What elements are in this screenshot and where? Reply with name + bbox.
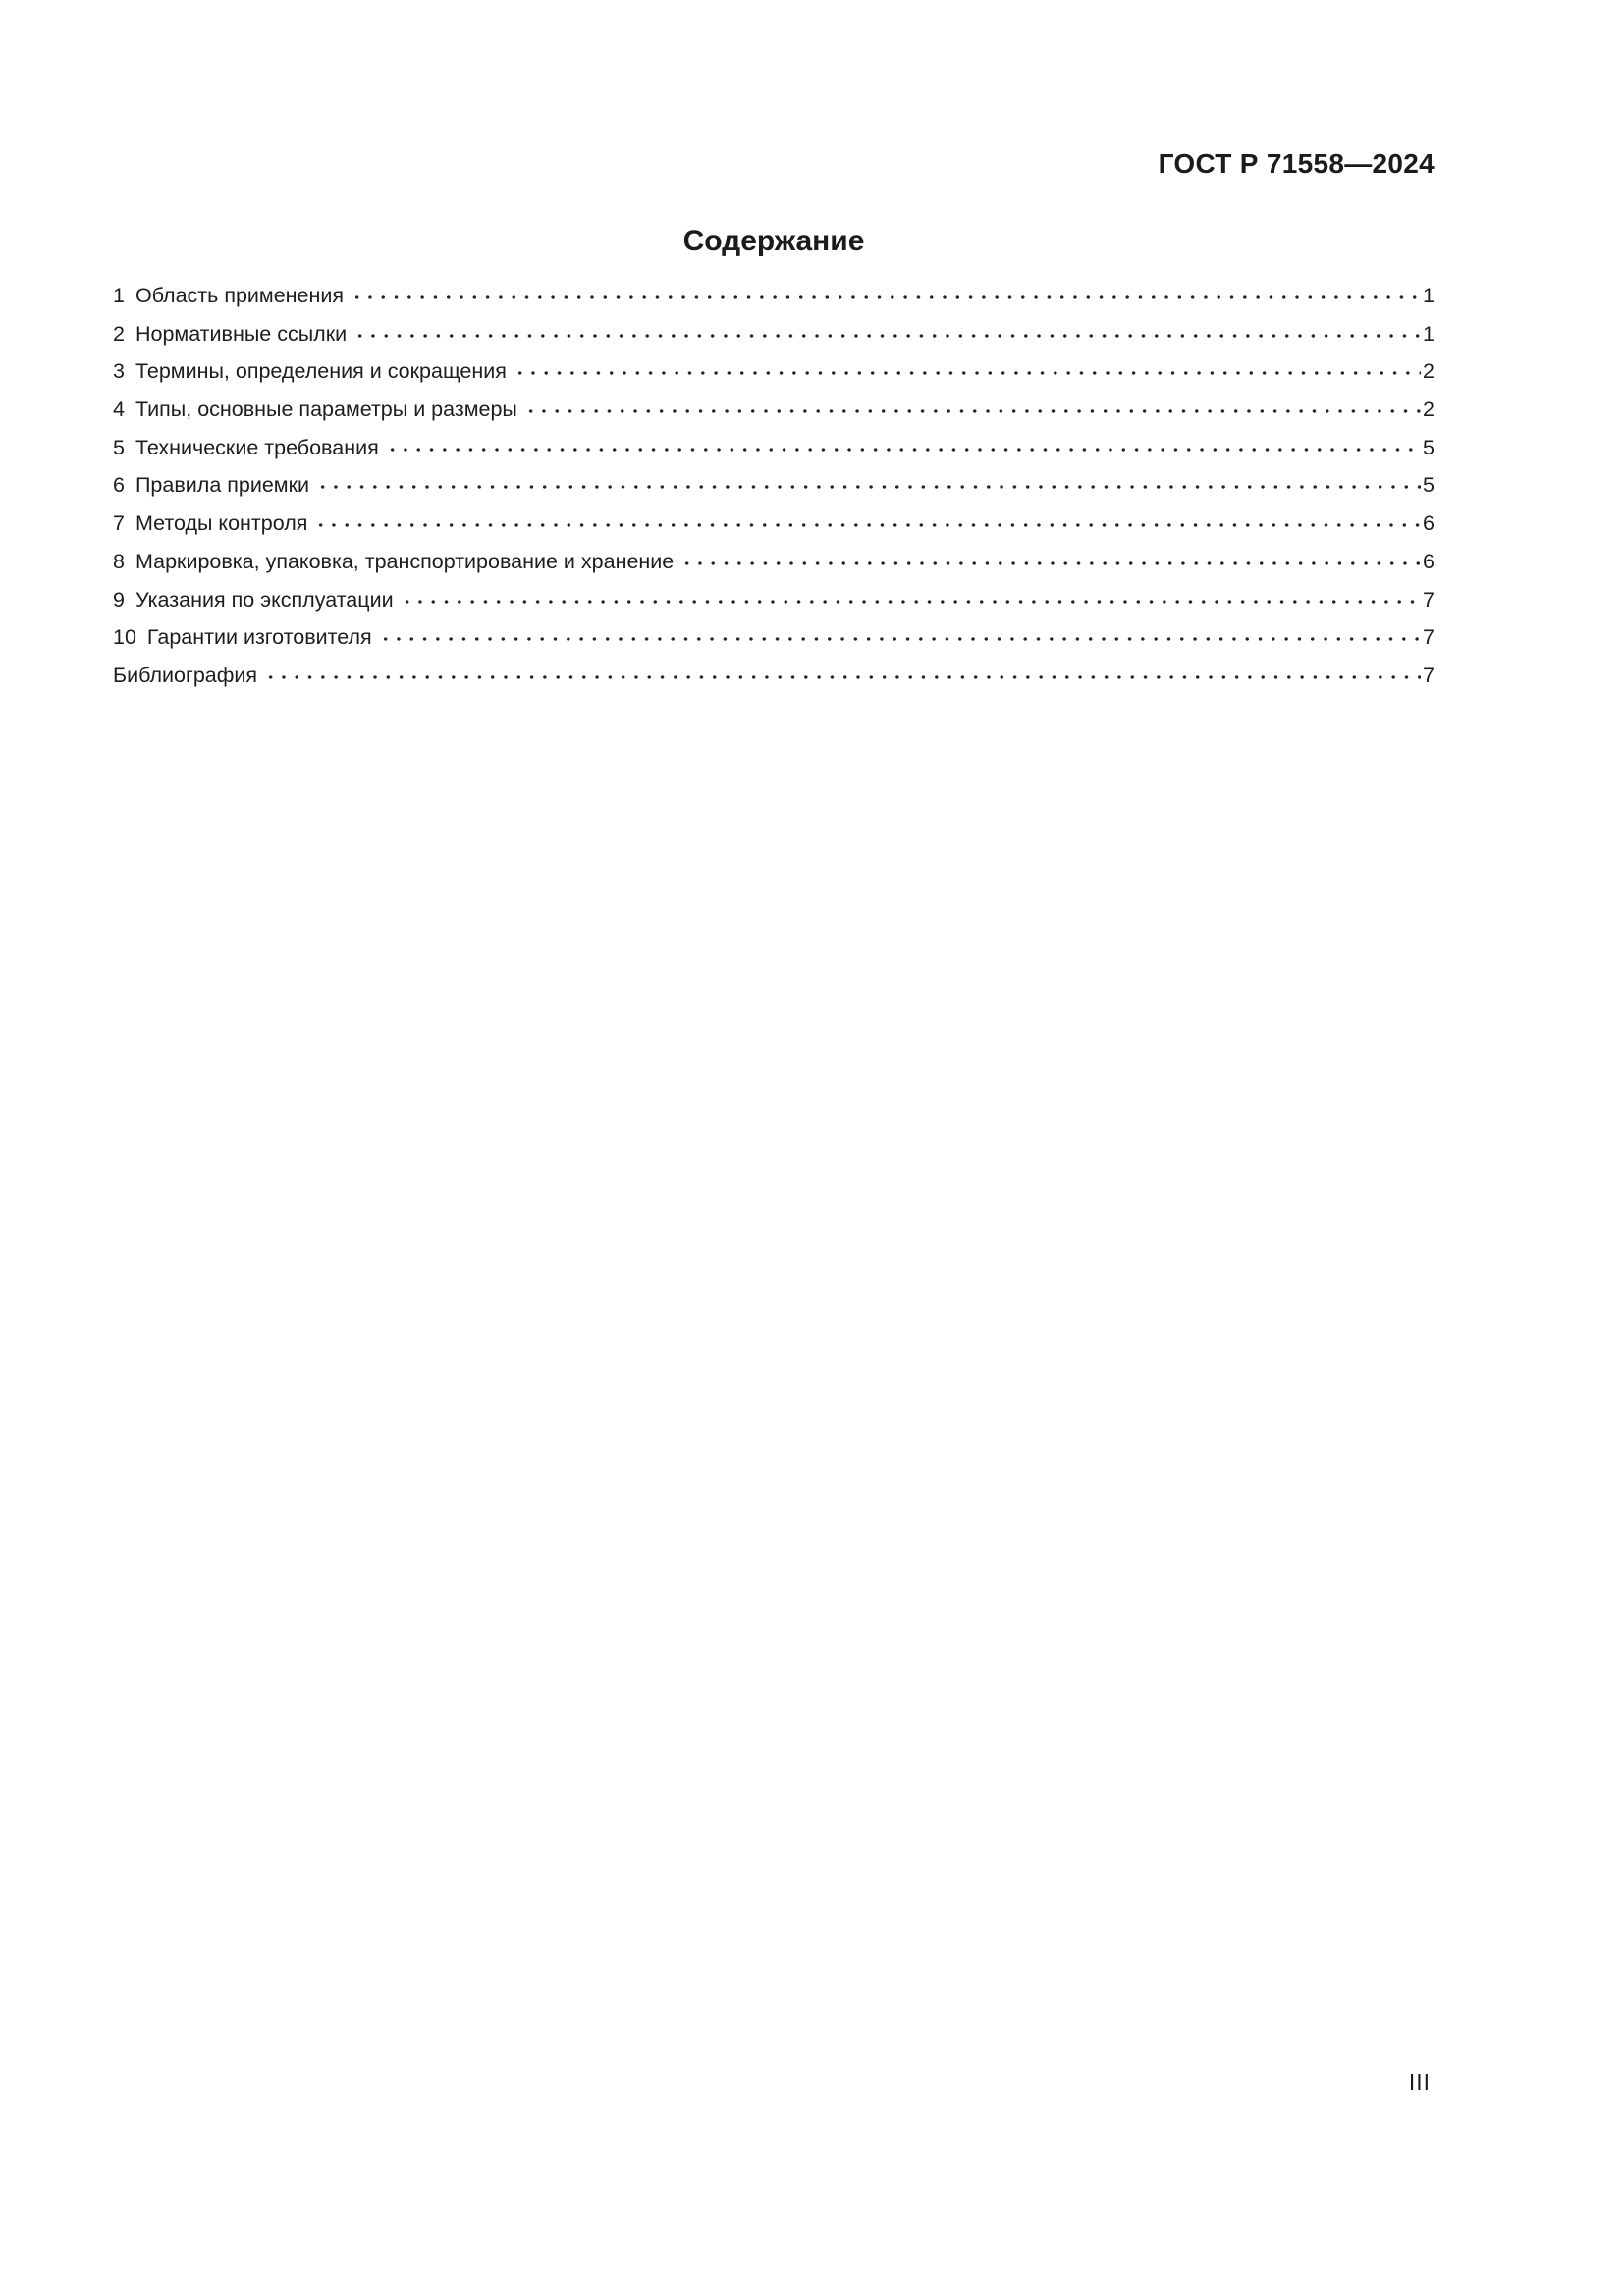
toc-entry-number: 8	[113, 549, 125, 573]
toc-entry	[113, 625, 1435, 664]
toc-entry	[113, 322, 1435, 360]
toc-entry	[113, 550, 1435, 588]
toc-entry-page: 7	[1423, 625, 1435, 650]
toc-entry-page: 2	[1423, 359, 1435, 384]
dot-leader	[353, 322, 1421, 341]
dot-leader	[314, 511, 1421, 530]
toc-entry-page: 6	[1423, 511, 1435, 536]
toc-entry-label: Гарантии изготовителя	[146, 625, 372, 650]
toc-entry-label: Правила приемки	[135, 473, 310, 498]
toc-entry-label: Библиография	[113, 663, 258, 687]
toc-entry-page: 5	[1423, 473, 1435, 498]
footer-page-number: III	[1408, 2069, 1431, 2095]
dot-leader	[401, 588, 1421, 607]
toc-entry-number: 9	[113, 587, 125, 612]
dot-leader	[386, 436, 1421, 454]
document-designation: ГОСТ Р 71558—2024	[1158, 148, 1435, 179]
toc-entry-label: Область применения	[135, 284, 345, 307]
dot-leader	[316, 473, 1421, 492]
dot-leader	[379, 625, 1421, 644]
toc-entry-page: 6	[1423, 549, 1435, 573]
toc-entry-label: Указания по эксплуатации	[135, 587, 394, 612]
dot-leader	[524, 398, 1421, 416]
dot-leader	[514, 359, 1421, 378]
dot-leader	[264, 664, 1421, 682]
toc-entry-number: 1	[113, 284, 125, 307]
toc-entry-number: 5	[113, 435, 125, 459]
toc-entry-label: Маркировка, упаковка, транспортирование и хранение	[135, 549, 675, 573]
page-title: Содержание	[682, 225, 865, 257]
toc-entry	[113, 511, 1435, 550]
toc-entry-page: 1	[1423, 284, 1435, 307]
toc-entry-page: 7	[1423, 587, 1435, 612]
toc-entry-page: 5	[1423, 435, 1435, 459]
table-of-contents	[113, 284, 1435, 702]
toc-entry	[113, 473, 1435, 511]
toc-entry-label: Технические требования	[135, 435, 379, 459]
toc-entry-label: Типы, основные параметры и размеры	[135, 398, 517, 422]
toc-entry-label: Нормативные ссылки	[135, 321, 348, 346]
toc-entry-number: 2	[113, 321, 125, 346]
toc-entry-label: Термины, определения и сокращения	[135, 359, 507, 384]
toc-entry	[113, 284, 1435, 322]
dot-leader	[680, 550, 1421, 568]
toc-entry-page: 1	[1423, 321, 1435, 346]
toc-entry	[113, 359, 1435, 398]
toc-entry-number: 3	[113, 359, 125, 384]
toc-entry-number: 7	[113, 511, 125, 536]
toc-entry-number: 10	[113, 625, 136, 650]
toc-entry-number: 4	[113, 398, 125, 422]
toc-entry	[113, 588, 1435, 626]
dot-leader	[351, 284, 1421, 302]
toc-entry-label: Методы контроля	[135, 511, 308, 536]
toc-entry-number: 6	[113, 473, 125, 498]
toc-entry	[113, 664, 1435, 702]
toc-entry	[113, 398, 1435, 436]
toc-entry	[113, 436, 1435, 474]
toc-entry-page: 7	[1423, 663, 1435, 687]
toc-entry-page: 2	[1423, 398, 1435, 422]
